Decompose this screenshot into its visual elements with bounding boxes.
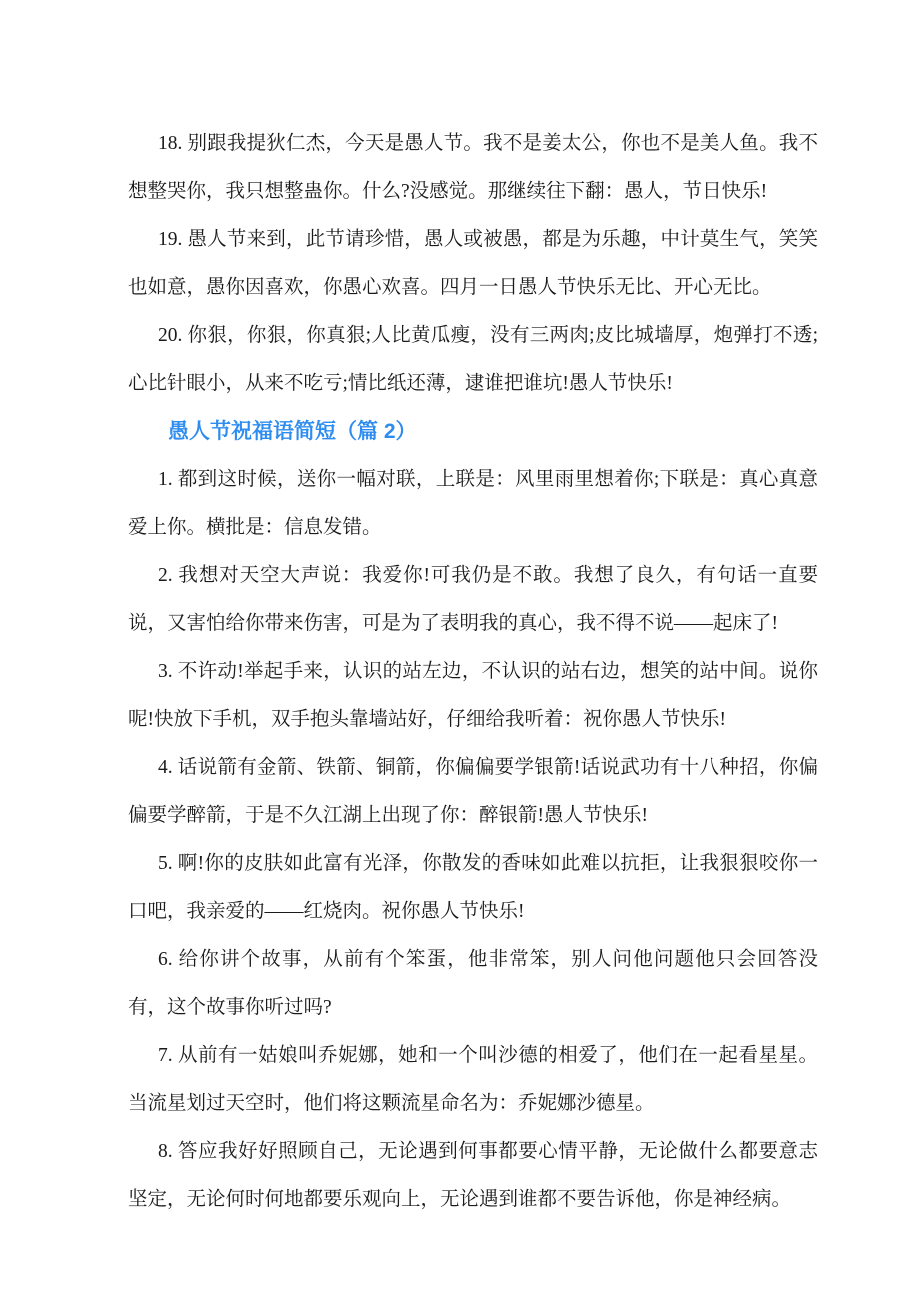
greeting-item-18: 18. 别跟我提狄仁杰，今天是愚人节。我不是姜太公，你也不是美人鱼。我不想整哭你，我只想整蛊你。什么?没感觉。那继续往下翻：愚人，节日快乐! bbox=[128, 133, 818, 202]
greeting-item-20: 20. 你狠，你狠，你真狠;人比黄瓜瘦，没有三两肉;皮比城墙厚，炮弹打不透;心比针眼小，从来不吃亏;情比纸还薄，逮谁把谁坑!愚人节快乐! bbox=[128, 325, 818, 394]
document-body bbox=[128, 120, 818, 1224]
greeting-item-1: 1. 都到这时候，送你一幅对联，上联是：风里雨里想着你;下联是：真心真意爱上你。横批是：信息发错。 bbox=[128, 469, 818, 538]
greeting-item-6: 6. 给你讲个故事，从前有个笨蛋，他非常笨，别人问他问题他只会回答没有，这个故事你听过吗? bbox=[128, 949, 818, 1018]
greeting-item-8: 8. 答应我好好照顾自己，无论遇到何事都要心情平静，无论做什么都要意志坚定，无论何时何地都要乐观向上，无论遇到谁都不要告诉他，你是神经病。 bbox=[128, 1141, 818, 1210]
greeting-item-4: 4. 话说箭有金箭、铁箭、铜箭，你偏偏要学银箭!话说武功有十八种招，你偏偏要学醉箭，于是不久江湖上出现了你：醉银箭!愚人节快乐! bbox=[128, 757, 818, 826]
greeting-item-7: 7. 从前有一姑娘叫乔妮娜，她和一个叫沙德的相爱了，他们在一起看星星。当流星划过天空时，他们将这颗流星命名为：乔妮娜沙德星。 bbox=[128, 1045, 818, 1114]
section-heading-part2: 愚人节祝福语简短（篇 2） bbox=[168, 420, 417, 443]
greeting-item-2: 2. 我想对天空大声说：我爱你!可我仍是不敢。我想了良久，有句话一直要说，又害怕给你带来伤害，可是为了表明我的真心，我不得不说——起床了! bbox=[128, 565, 818, 634]
greeting-item-3: 3. 不许动!举起手来，认识的站左边，不认识的站右边，想笑的站中间。说你呢!快放下手机，双手抱头靠墙站好，仔细给我听着：祝你愚人节快乐! bbox=[128, 661, 818, 730]
greeting-item-5: 5. 啊!你的皮肤如此富有光泽，你散发的香味如此难以抗拒，让我狠狠咬你一口吧，我亲爱的——红烧肉。祝你愚人节快乐! bbox=[128, 853, 818, 922]
greeting-item-19: 19. 愚人节来到，此节请珍惜，愚人或被愚，都是为乐趣，中计莫生气，笑笑也如意，愚你因喜欢，你愚心欢喜。四月一日愚人节快乐无比、开心无比。 bbox=[128, 229, 818, 298]
